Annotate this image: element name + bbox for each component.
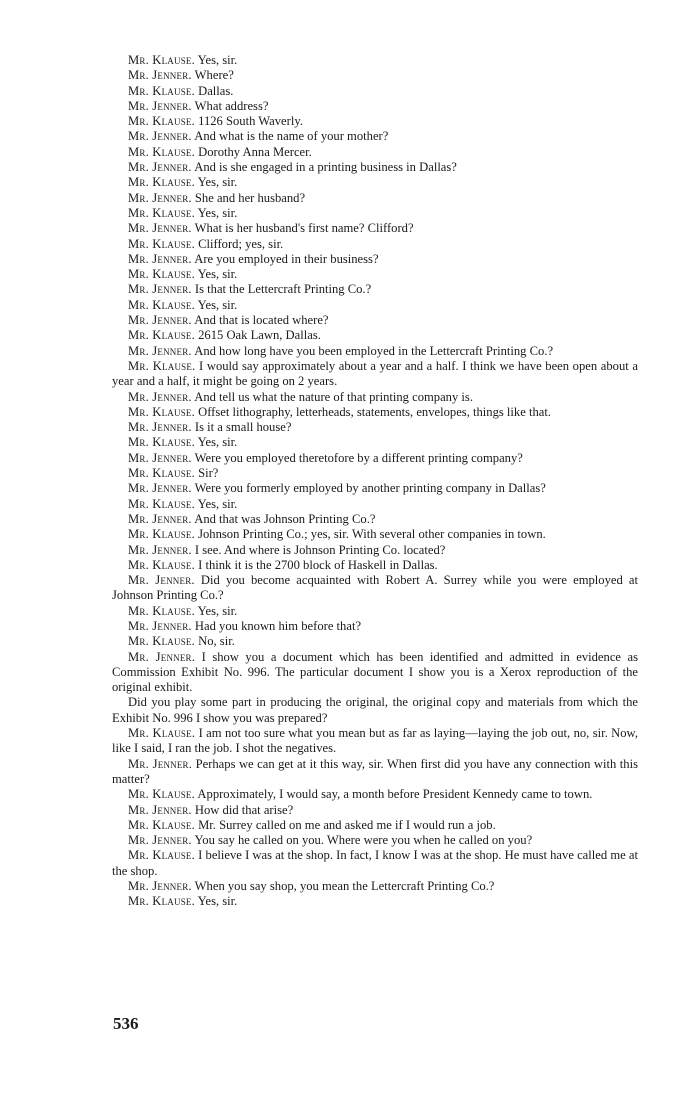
speaker-label: Mr. Klause.: [128, 726, 196, 741]
spoken-text: Are you employed in their business?: [194, 251, 379, 266]
spoken-text: Approximately, I would say, a month before President Kennedy came to town.: [197, 787, 593, 802]
spoken-text: Yes, sir.: [197, 267, 238, 282]
testimony-paragraph: [112, 497, 638, 512]
speaker-label: Mr. Klause.: [128, 53, 195, 67]
spoken-text: Mr. Surrey called on me and asked me if I would run a job.: [198, 817, 496, 832]
speaker-label: Mr. Jenner.: [128, 313, 192, 328]
testimony-paragraph: [112, 757, 638, 788]
speaker-label: Mr. Klause.: [128, 894, 195, 909]
spoken-text: Yes, sir.: [197, 205, 238, 220]
speaker-label: Mr. Klause.: [128, 435, 195, 450]
spoken-text: Is that the Lettercraft Printing Co.?: [194, 282, 372, 297]
page-number: 536: [113, 1014, 139, 1033]
testimony-paragraph: [112, 145, 638, 160]
speaker-label: Mr. Jenner.: [128, 160, 192, 175]
spoken-text: Did you become acquainted with Robert A. Surrey while you were employed at Johnson Printing Co.?: [112, 573, 638, 603]
testimony-paragraph: [112, 68, 638, 83]
testimony-paragraph: [112, 175, 638, 190]
spoken-text: Yes, sir.: [197, 53, 238, 67]
speaker-label: Mr. Jenner.: [128, 282, 192, 297]
speaker-label: Mr. Klause.: [128, 848, 195, 863]
speaker-label: Mr. Klause.: [128, 496, 195, 511]
speaker-label: Mr. Klause.: [128, 634, 195, 649]
speaker-label: Mr. Jenner.: [128, 68, 192, 83]
spoken-text: No, sir.: [198, 634, 235, 649]
speaker-label: Mr. Jenner.: [128, 129, 192, 144]
speaker-label: Mr. Jenner.: [128, 756, 193, 771]
speaker-label: Mr. Klause.: [128, 817, 195, 832]
testimony-paragraph: [112, 344, 638, 359]
speaker-label: Mr. Jenner.: [128, 481, 192, 496]
spoken-text: Yes, sir.: [197, 297, 238, 312]
testimony-paragraph: [112, 695, 638, 726]
speaker-label: Mr. Klause.: [128, 236, 195, 251]
spoken-text: Is it a small house?: [194, 420, 292, 435]
spoken-text: Sir?: [198, 466, 219, 481]
speaker-label: Mr. Jenner.: [128, 450, 192, 465]
speaker-label: Mr. Jenner.: [128, 802, 192, 817]
speaker-label: Mr. Klause.: [128, 328, 195, 343]
testimony-paragraph: [112, 221, 638, 236]
testimony-paragraph: [112, 604, 638, 619]
spoken-text: And what is the name of your mother?: [194, 129, 389, 144]
testimony-paragraph: [112, 298, 638, 313]
speaker-label: Mr. Jenner.: [128, 542, 192, 557]
testimony-paragraph: [112, 313, 638, 328]
testimony-paragraph: [112, 451, 638, 466]
spoken-text: And that was Johnson Printing Co.?: [194, 511, 376, 526]
spoken-text: Dallas.: [198, 83, 234, 98]
spoken-text: And is she engaged in a printing business in Dallas?: [194, 160, 457, 175]
spoken-text: I believe I was at the shop. In fact, I know I was at the shop. He must have called me at the shop.: [112, 848, 638, 878]
speaker-label: Mr. Klause.: [128, 175, 195, 190]
testimony-paragraph: [112, 129, 638, 144]
spoken-text: Yes, sir.: [197, 435, 238, 450]
testimony-paragraph: [112, 466, 638, 481]
spoken-text: And that is located where?: [194, 313, 329, 328]
testimony-paragraph: [112, 53, 638, 68]
testimony-paragraph: [112, 267, 638, 282]
speaker-label: Mr. Klause.: [128, 603, 195, 618]
testimony-paragraph: [112, 527, 638, 542]
testimony-paragraph: [112, 160, 638, 175]
speaker-label: Mr. Klause.: [128, 144, 195, 159]
spoken-text: Yes, sir.: [197, 496, 238, 511]
testimony-paragraph: [112, 99, 638, 114]
speaker-label: Mr. Klause.: [128, 787, 195, 802]
testimony-paragraph: [112, 237, 638, 252]
testimony-paragraph: [112, 84, 638, 99]
testimony-paragraph: [112, 726, 638, 757]
testimony-paragraph: [112, 435, 638, 450]
speaker-label: Mr. Klause.: [128, 404, 195, 419]
spoken-text: Were you employed theretofore by a different printing company?: [194, 450, 523, 465]
speaker-label: Mr. Klause.: [128, 267, 195, 282]
testimony-paragraph: [112, 206, 638, 221]
spoken-text: Had you known him before that?: [194, 618, 362, 633]
spoken-text: Where?: [194, 68, 234, 83]
speaker-label: Mr. Klause.: [128, 527, 195, 542]
spoken-text: Dorothy Anna Mercer.: [198, 144, 312, 159]
speaker-label: Mr. Jenner.: [128, 98, 192, 113]
transcript-body: [112, 53, 638, 910]
spoken-text: When you say shop, you mean the Lettercraft Printing Co.?: [194, 879, 495, 894]
speaker-label: Mr. Klause.: [128, 83, 195, 98]
speaker-label: Mr. Jenner.: [128, 420, 192, 435]
speaker-label: Mr. Jenner.: [128, 573, 195, 588]
speaker-label: Mr. Klause.: [128, 114, 195, 129]
speaker-label: Mr. Jenner.: [128, 511, 192, 526]
spoken-text: I would say approximately about a year and a half. I think we have been open about a year and a half, it might be going on 2 years.: [112, 358, 638, 389]
spoken-text: And tell us what the nature of that printing company is.: [194, 389, 473, 404]
speaker-label: Mr. Jenner.: [128, 221, 192, 236]
speaker-label: Mr. Jenner.: [128, 389, 192, 404]
spoken-text: I am not too sure what you mean but as far as laying—laying the job out, no, sir. Now, like I said, I ran the job. I shot the negatives.: [112, 726, 638, 756]
speaker-label: Mr. Klause.: [128, 358, 196, 373]
speaker-label: Mr. Jenner.: [128, 649, 196, 664]
testimony-paragraph: [112, 512, 638, 527]
testimony-paragraph: [112, 818, 638, 833]
testimony-paragraph: [112, 787, 638, 802]
spoken-text: I think it is the 2700 block of Haskell in Dallas.: [198, 557, 438, 572]
speaker-label: Mr. Klause.: [128, 205, 195, 220]
spoken-text: Yes, sir.: [197, 175, 238, 190]
speaker-label: Mr. Jenner.: [128, 879, 192, 894]
testimony-paragraph: [112, 848, 638, 879]
testimony-paragraph: [112, 558, 638, 573]
spoken-text: How did that arise?: [194, 802, 294, 817]
spoken-text: She and her husband?: [194, 190, 306, 205]
testimony-paragraph: [112, 573, 638, 604]
testimony-paragraph: [112, 114, 638, 129]
testimony-paragraph: [112, 619, 638, 634]
spoken-text: Offset lithography, letterheads, statements, envelopes, things like that.: [198, 404, 551, 419]
speaker-label: Mr. Klause.: [128, 466, 195, 481]
spoken-text: 1126 South Waverly.: [198, 114, 303, 129]
spoken-text: Perhaps we can get at it this way, sir. When first did you have any connection with this matter?: [112, 756, 638, 786]
spoken-text: Clifford; yes, sir.: [198, 236, 284, 251]
testimony-paragraph: [112, 879, 638, 894]
speaker-label: Mr. Klause.: [128, 297, 195, 312]
testimony-paragraph: [112, 634, 638, 649]
speaker-label: Mr. Jenner.: [128, 833, 192, 848]
testimony-paragraph: [112, 833, 638, 848]
testimony-paragraph: [112, 191, 638, 206]
testimony-paragraph: [112, 390, 638, 405]
testimony-paragraph: [112, 543, 638, 558]
testimony-paragraph: [112, 405, 638, 420]
spoken-text: Did you play some part in producing the original, the original copy and materials from which the Exhibit No. 996 I show you was prepared?: [112, 695, 638, 725]
speaker-label: Mr. Klause.: [128, 557, 195, 572]
speaker-label: Mr. Jenner.: [128, 190, 192, 205]
speaker-label: Mr. Jenner.: [128, 343, 192, 358]
testimony-paragraph: [112, 420, 638, 435]
spoken-text: What address?: [194, 98, 269, 113]
spoken-text: Yes, sir.: [197, 603, 238, 618]
speaker-label: Mr. Jenner.: [128, 251, 192, 266]
spoken-text: And how long have you been employed in the Lettercraft Printing Co.?: [194, 343, 554, 358]
speaker-label: Mr. Jenner.: [128, 618, 192, 633]
testimony-paragraph: [112, 282, 638, 297]
spoken-text: What is her husband's first name? Clifford?: [194, 221, 414, 236]
testimony-paragraph: [112, 650, 638, 696]
spoken-text: Yes, sir.: [197, 894, 238, 909]
testimony-paragraph: [112, 803, 638, 818]
testimony-paragraph: [112, 481, 638, 496]
spoken-text: Were you formerly employed by another printing company in Dallas?: [194, 481, 546, 496]
spoken-text: 2615 Oak Lawn, Dallas.: [198, 328, 321, 343]
spoken-text: You say he called on you. Where were you when he called on you?: [194, 833, 533, 848]
testimony-paragraph: [112, 328, 638, 343]
spoken-text: I see. And where is Johnson Printing Co. located?: [194, 542, 446, 557]
testimony-paragraph: [112, 894, 638, 909]
testimony-paragraph: [112, 359, 638, 390]
spoken-text: Johnson Printing Co.; yes, sir. With several other companies in town.: [198, 527, 546, 542]
testimony-paragraph: [112, 252, 638, 267]
spoken-text: I show you a document which has been identified and admitted in evidence as Commission Exhibit No. 996. The particular document I show you is a Xerox reproduction of the original exhibit.: [112, 649, 638, 695]
